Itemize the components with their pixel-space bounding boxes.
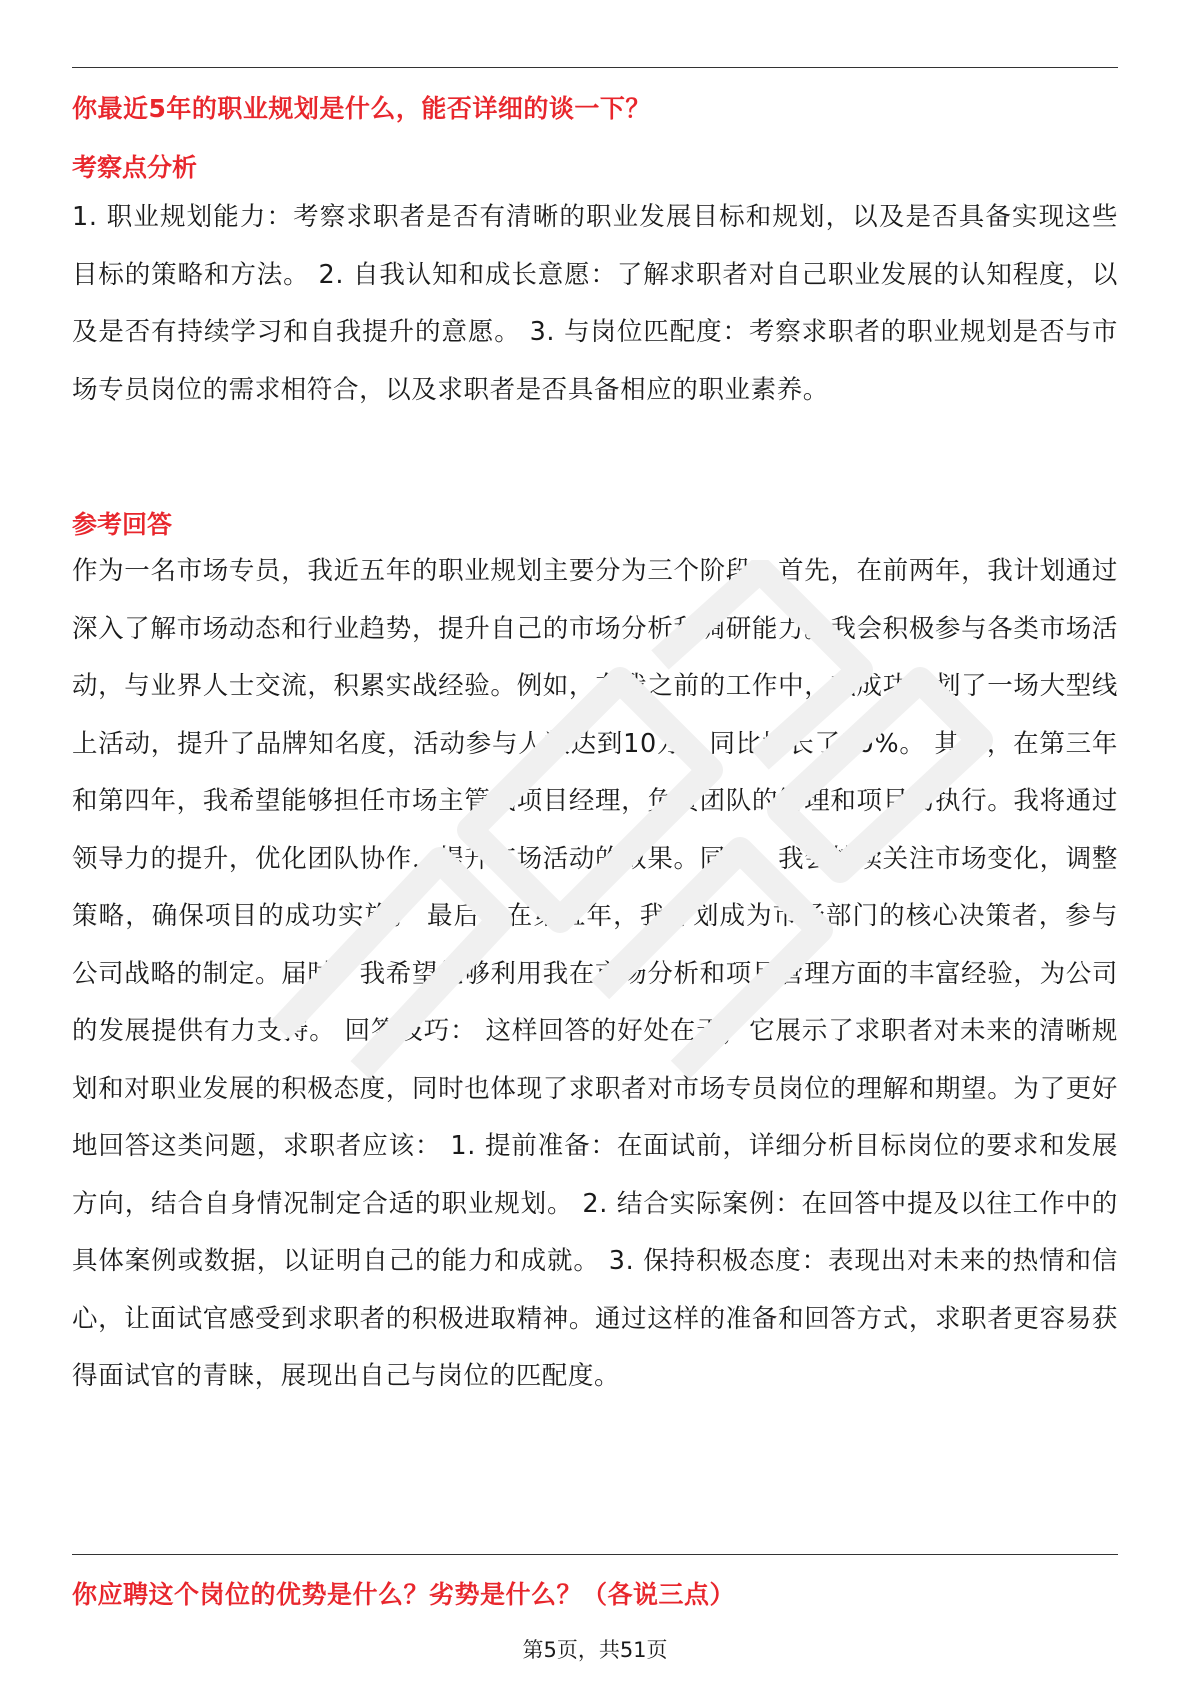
bottom-divider bbox=[72, 1554, 1118, 1555]
answer-body: 作为一名市场专员，我近五年的职业规划主要分为三个阶段。首先，在前两年，我计划通过深入了解市场动态和行业趋势，提升自己的市场分析和调研能力。我会积极参与各类市场活动，与业界人士交流，积累实战经验。例如，在我之前的工作中，我成功策划了一场大型线上活动，提升了品牌知名度，活动参与人数达到10万，同比增长了30%。 其次，在第三年和第四年，我希望能够担任市场主管或项目经理，负责团队的管理和项目的执行。我将通过领导力的提升，优化团队协作，提升市场活动的效果。同时，我会持续关注市场变化，调整策略，确保项目的成功实施。 最后，在第五年，我计划成为市场部门的核心决策者，参与公司战略的制定。届时，我希望能够利用我在市场分析和项目管理方面的丰富经验，为公司的发展提供有力支持。 回答技巧： 这样回答的好处在于，它展示了求职者对未来的清晰规划和对职业发展的积极态度，同时也体现了求职者对市场专员岗位的理解和期望。为了更好地回答这类问题，求职者应该： 1. 提前准备：在面试前，详细分析目标岗位的要求和发展方向，结合自身情况制定合适的职业规划。 2. 结合实际案例：在回答中提及以往工作中的具体案例或数据，以证明自己的能力和成就。 3. 保持积极态度：表现出对未来的热情和信心，让面试官感受到求职者的积极进取精神。通过这样的准备和回答方式，求职者更容易获得面试官的青睐，展现出自己与岗位的匹配度。 bbox=[72, 556, 1118, 1391]
analysis-heading: 考察点分析 bbox=[72, 153, 198, 182]
next-question-title: 你应聘这个岗位的优势是什么？劣势是什么？（各说三点） bbox=[72, 1580, 736, 1609]
analysis-body: 1. 职业规划能力：考察求职者是否有清晰的职业发展目标和规划，以及是否具备实现这些目标的策略和方法。 2. 自我认知和成长意愿：了解求职者对自己职业发展的认知程度，以及是否有持续学习和自我提升的意愿。 3. 与岗位匹配度：考察求职者的职业规划是否与市场专员岗位的需求相符合，以及求职者是否具备相应的职业素养。 bbox=[72, 202, 1118, 405]
answer-heading: 参考回答 bbox=[72, 510, 173, 539]
top-divider bbox=[72, 67, 1118, 68]
page-number: 第5页，共51页 bbox=[522, 1638, 668, 1662]
question-title: 你最近5年的职业规划是什么，能否详细的谈一下？ bbox=[72, 94, 651, 123]
